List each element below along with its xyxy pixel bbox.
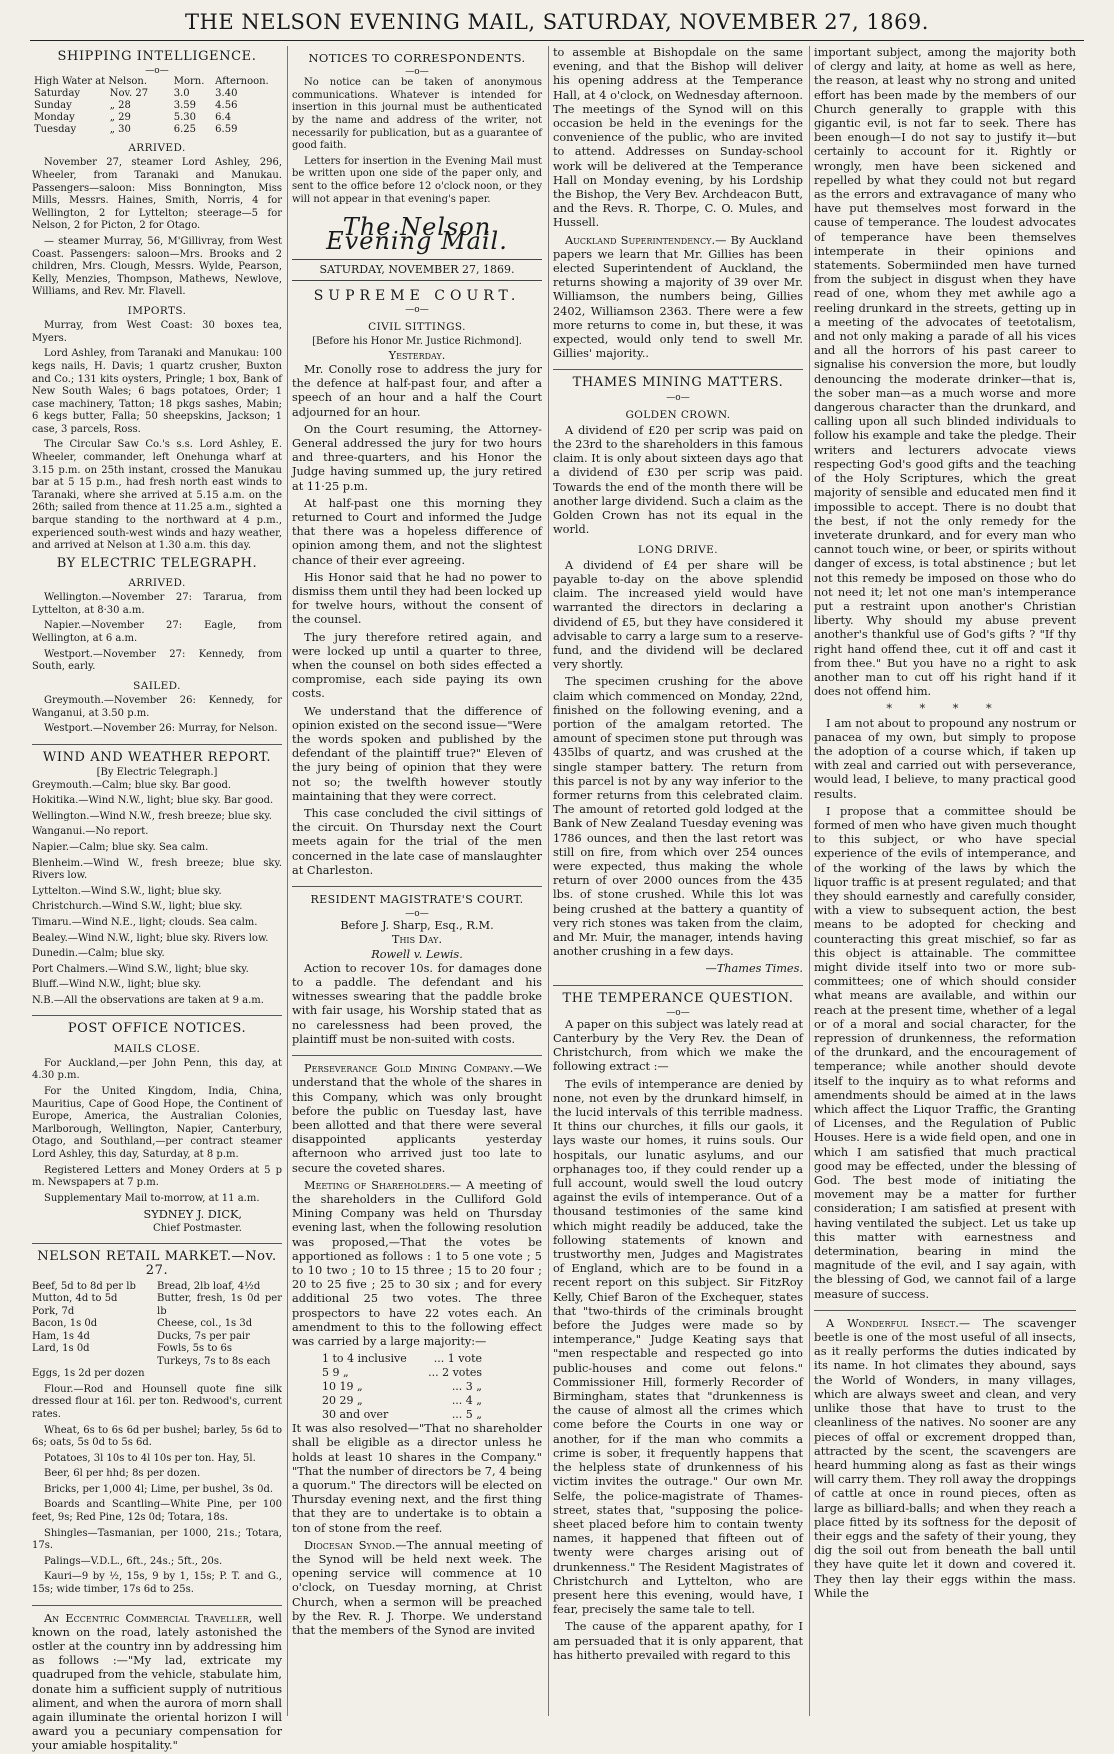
tide-cell: 3.40: [215, 88, 238, 100]
vote-range: 10 19 „: [322, 1380, 363, 1394]
divider: —o—: [405, 909, 429, 920]
golden-crown-head: GOLDEN CROWN.: [625, 408, 731, 421]
tide-row: [32, 88, 282, 100]
synod-text: —The annual meeting of the Synod will be held next week. The opening service will commence at 10 o'clock, on Tuesday morning, at Christ Church, when a sermon will be preached by the Rev. R. J. Thorpe. We understand that the members of the Synod are invited: [292, 1538, 542, 1637]
market-item: Turkeys, 7s to 8s each: [157, 1355, 271, 1367]
shareholders-article: [292, 1179, 542, 1349]
notice-para: Letters for insertion in the Evening Mail must be written upon one side of the paper only, and sent to the office before 12 o'clock noon, or they will not appear in that evening's paper.: [292, 155, 542, 205]
market-title: NELSON RETAIL MARKET.—Nov. 27.: [37, 1249, 277, 1279]
weather-line: Greymouth.—Calm; blue sky. Bar good.: [32, 779, 232, 791]
perseverance-lead: Perseverance Gold Mining Company.: [304, 1062, 514, 1076]
eccentric-article: [32, 1612, 282, 1754]
supreme-judge: [Before his Honor Mr. Justice Richmond].: [312, 336, 522, 348]
magistrate-judge: Before J. Sharp, Esq., R.M.: [340, 919, 494, 933]
section-rule: [32, 1605, 282, 1606]
column-4: [814, 46, 1076, 1716]
tide-cell: 3.59: [173, 100, 197, 112]
tide-cell: Sunday: [34, 100, 72, 112]
vote-row: [322, 1380, 482, 1394]
imports-head: IMPORTS.: [127, 304, 187, 317]
long-drive-text: The specimen crushing for the above claim which commenced on Monday, 22nd, finished on the following evening, and a portion of the amalgam retorted. The amount of specimen stone put through was 435lbs of quartz, and was crushed at the single stamper battery. The return from this parcel is not by any way inferior to the former returns from this celebrated claim. The amount of retorted gold lodged at the Bank of New Zealand Tuesday evening was 1786 ounces, and then the last retort was still on fire, from which over 254 ounces were expected, thus making the whole return of over 2000 ounces from the 435 lbs. of stone crushed. While this lot was being crushed at the battery a quantity of very rich stones was taken from the claim, and Mr. Muir, the manager, intends having another crushing in a few days.: [553, 675, 803, 959]
supreme-para: Mr. Conolly rose to address the jury for the defence at half-past four, and after a speech of an hour and a half the Court adjourned for an hour.: [292, 362, 542, 419]
market-item: Cheese, col., 1s 3d: [157, 1318, 253, 1330]
market-line: Bricks, per 1,000 4l; Lime, per bushel, 3s 0d.: [44, 1483, 274, 1495]
market-item: Butter, fresh, 1s 0d per lb: [157, 1293, 282, 1317]
insect-article: [814, 1317, 1076, 1601]
column-1: [32, 46, 283, 1753]
column-rule: [548, 46, 549, 1716]
market-item: Pork, 7d: [32, 1305, 75, 1317]
supreme-para: At half-past one this morning they returned to Court and informed the Judge that there was a hopeless difference of opinion among them, and not the slightest chance of their ever agreeing.: [292, 496, 542, 567]
tide-head-cell: Afternoon.: [215, 76, 269, 88]
section-rule: [32, 1015, 282, 1016]
weather-line: Blenheim.—Wind W., fresh breeze; blue sky. Rivers low.: [32, 857, 282, 882]
telegraph-sailed-head: SAILED.: [133, 679, 181, 692]
temperance-para: A paper on this subject was lately read at Canterbury by the Very Rev. the Dean of Christchurch, from which we make the following extract :—: [553, 1017, 803, 1074]
column-3: [553, 46, 803, 1716]
market-item: Mutton, 4d to 5d: [32, 1293, 118, 1305]
eccentric-text: well known on the road, lately astonished the ostler at the country inn by addressing him as follows :—"My lad, extricate my quadruped from the vehicle, stabulate him, donate him a sufficient supply of nutritious aliment, and when the aurora of morn shall again illuminate the oriental horizon I will award you a pecuniary compensation for your amiable hospitality.": [32, 1611, 283, 1753]
telegraph-arrived-head: ARRIVED.: [128, 577, 186, 590]
section-rule: [553, 985, 803, 986]
weather-line: Hokitika.—Wind N.W., light; blue sky. Bar good.: [32, 795, 274, 807]
tide-cell: 6.25: [173, 124, 197, 136]
telegraph-entry: Westport.—November 26: Murray, for Nelson.: [44, 723, 278, 735]
tide-cell: 6.4: [215, 112, 232, 124]
magistrate-case: Rowell v. Lewis.: [371, 947, 463, 961]
tide-head-cell: Morn.: [173, 76, 205, 88]
tide-cell: „ 30: [109, 124, 131, 136]
supreme-para: On the Court resuming, the Attorney-General addressed the jury for two hours and three-quarters, and his Honor the Judge having summed up, the jury retired at 11·25 p.m.: [292, 422, 542, 493]
market-item: Fowls, 5s to 6s: [157, 1343, 233, 1355]
post-line: Supplementary Mail to-morrow, at 11 a.m.: [44, 1192, 260, 1204]
market-line: Potatoes, 3l 10s to 4l 10s per ton. Hay, 5l.: [44, 1452, 256, 1464]
section-rule: [32, 1243, 282, 1244]
telegraph-entry: Wellington.—November 27: Tararua, from Lyttelton, at 8·30 a.m.: [32, 592, 282, 616]
weather-line: Lyttelton.—Wind S.W., light; blue sky.: [32, 885, 222, 897]
section-rule: [32, 744, 282, 745]
post-sub: MAILS CLOSE.: [113, 1042, 201, 1055]
eccentric-lead: An Eccentric Commercial Traveller,: [44, 1611, 253, 1625]
shareholders-text: — A meeting of the shareholders in the Culliford Gold Mining Company was held on Thursday evening last, when the following resolution was proposed,—That the votes be apportioned as follows : 1 to 5 one vote ; 5 to 10 two ; 10 to 15 three ; 15 to 20 four ; 20 to 25 five ; 25 to 30 six ; and for every additional 25 two votes. The three prospectors to have 22 votes each. An amendment to this to the following effect was carried by a large majority:—: [292, 1178, 542, 1348]
synod-article: [292, 1539, 542, 1638]
weather-line: Wanganui.—No report.: [32, 826, 149, 838]
weather-sub: [By Electric Telegraph.]: [96, 766, 218, 778]
weather-line: N.B.—All the observations are taken at 9 a.m.: [32, 994, 264, 1006]
vote-count: ... 2 votes: [428, 1366, 482, 1380]
thames-source: —Thames Times.: [705, 962, 803, 976]
divider: —o—: [666, 1007, 690, 1018]
weather-line: Napier.—Calm; blue sky. Sea calm.: [32, 841, 209, 853]
telegraph-entry: Westport.—November 27: Kennedy, from South, early.: [32, 648, 282, 673]
long-drive-text: A dividend of £4 per share will be payable to-day on the above splendid claim. The increased yield would have warranted the directors in declaring a dividend of £5, but they have considered it advisable to carry a large sum to a reserve-fund, and the dividend will be declared very shortly.: [553, 558, 803, 672]
magistrate-title: RESIDENT MAGISTRATE'S COURT.: [310, 893, 524, 907]
tide-cell: „ 28: [109, 100, 131, 112]
supreme-para: We understand that the difference of opinion existed on the second issue—"Were the words spoken and published by the defendant of the plaintiff true?" Eleven of the jury being of opinion that they were not so; the twelfth however stoutly maintaining that they were correct.: [292, 704, 542, 803]
auckland-article: [553, 234, 803, 362]
synod-lead: Diocesan Synod.: [304, 1538, 396, 1552]
tide-cell: 6.59: [215, 124, 238, 136]
divider: —o—: [405, 67, 429, 78]
vote-row: [322, 1352, 482, 1366]
post-line: Registered Letters and Money Orders at 5 p m. Newspapers at 7 p.m.: [32, 1164, 282, 1189]
flag-date: SATURDAY, NOVEMBER 27, 1869.: [292, 259, 542, 281]
weather-line: Christchurch.—Wind S.W., light; blue sky.: [32, 901, 243, 913]
golden-crown-text: A dividend of £20 per scrip was paid on the 23rd to the shareholders in this famous claim. It is only about sixteen days ago that a dividend of £30 per scrip was paid. Towards the end of the month there will be another large dividend. Such a claim as the Golden Crown has not its equal in the world.: [553, 423, 803, 537]
auckland-lead: Auckland Superintendency.: [565, 233, 716, 247]
divider: —o—: [145, 66, 169, 77]
weather-line: Port Chalmers.—Wind S.W., light; blue sky.: [32, 963, 249, 975]
temperance-para: I am not about to propound any nostrum or panacea of my own, but simply to propose the adoption of a course which, if taken up with zeal and carried out with perseverance, would lead, I believe, to many practical good results.: [814, 716, 1076, 801]
column-rule: [287, 46, 288, 1716]
vote-range: 5 9 „: [322, 1366, 349, 1380]
tide-cell: 5.30: [173, 112, 197, 124]
vote-range: 1 to 4 inclusive: [322, 1352, 407, 1366]
tide-cell: Monday: [34, 112, 75, 124]
supreme-para: The jury therefore retired again, and were locked up until a quarter to three, when the counsel on both sides effected a compromise, each side paying its own costs.: [292, 630, 542, 701]
tide-cell: Nov. 27: [109, 88, 149, 100]
weather-line: Timaru.—Wind N.E., light; clouds. Sea calm.: [32, 916, 258, 928]
tide-cell: Saturday: [34, 88, 81, 100]
shareholders-after: It was also resolved—"That no shareholder shall be eligible as a director unless he holds at least 10 shares in the Company." "That the number of directors be 7, 4 being a quorum." The directors will be elected on Thursday evening next, and the first thing that they are to undertake is to obtain a ton of stone from the reef.: [292, 1422, 542, 1535]
perseverance-text: —We understand that the whole of the shares in this Company, which was only brought before the public on Tuesday last, have been allotted and that there were several disappointed applicants yesterday afternoon who arrived just too late to secure the coveted shares.: [292, 1062, 542, 1175]
post-line: For the United Kingdom, India, China, Mauritius, Cape of Good Hope, the Continent of Europe, America, the Australian Colonies, Marlborough, Wellington, Napier, Canterbury, Otago, and Southland,—per contract steamer Lord Ashley, this day, Saturday, at 8 p.m.: [32, 1086, 282, 1161]
market-item: Ham, 1s 4d: [32, 1330, 90, 1342]
vote-count: ... 5 „: [451, 1408, 482, 1422]
market-item: Ducks, 7s per pair: [157, 1330, 250, 1342]
top-rule: [30, 40, 1084, 41]
weather-line: Bealey.—Wind N.W., light; blue sky. Rivers low.: [32, 932, 269, 944]
market-item: Lard, 1s 0d: [32, 1343, 90, 1355]
section-rule: [292, 1055, 542, 1056]
vote-range: 20 29 „: [322, 1394, 363, 1408]
post-title: POST OFFICE NOTICES.: [67, 1021, 247, 1037]
market-line: Eggs, 1s 2d per dozen: [32, 1368, 145, 1380]
weather-line: Dunedin.—Calm; blue sky.: [32, 948, 165, 960]
notices-title: NOTICES TO CORRESPONDENTS.: [308, 51, 526, 65]
temperance-para: The cause of the apparent apathy, for I am persuaded that it is only apparent, that has hitherto prevailed with regard to this: [553, 1620, 803, 1662]
market-grid: [32, 1281, 282, 1369]
arrived-head: ARRIVED.: [128, 142, 186, 155]
market-line: Kauri—9 by ½, 15s, 9 by 1, 15s; P. T. and G., 15s; wide timber, 17s 6d to 25s.: [32, 1571, 282, 1596]
column-rule: [809, 46, 810, 1716]
temperance-para: I propose that a committee should be formed of men who have given much thought to this subject, or who have special experience of the evils of intemperance, and of the working of the laws by which the liquor traffic is at present regulated; and that they should earnestly and carefully consider, with a view to subsequent action, the best means to be adopted for checking and counteracting this great mischief, so far as this object is attainable. The committee might divide itself into two or more sub-committees; one of which should consider what means are available, and within our reach at the present time, whether of a legal or of a moral and social character, for the repression of drunkenness, the reformation of the drunkard, and the encouragement of temperance; while another should devote itself to the inquiry as to what reforms and amendments should be aimed at in the laws which affect the Liquor Traffic, the Granting of Licenses, and the Regulation of Public Houses. Here is a wide field open, and one in which I am satisfied that much practical good may be effected, under the blessing of God. The best mode of initiating the movement may be a matter for further consideration; I am satisfied at present with having ventilated the subject. Let us take up this matter with earnestness and determination, bearing in mind the magnitude of the evil, and I say again, with the blessing of God, we cannot fail of a large measure of success.: [814, 804, 1076, 1301]
divider: —o—: [666, 392, 690, 403]
arrival-entry: — steamer Murray, 56, M'Gillivray, from West Coast. Passengers: saloon—Mrs. Brooks and 2 children, Mrs. Clough, Messrs. Wylde, Pearson, Kelly, Menzies, Thompson, Mathews, Newlove, Williams, and Rev. Mr. Flavell.: [32, 235, 282, 298]
masthead: THE NELSON EVENING MAIL, SATURDAY, NOVEMBER 27, 1869.: [185, 10, 929, 34]
market-line: Palings—V.D.L., 6ft., 24s.; 5ft., 20s.: [44, 1555, 223, 1567]
tide-row: [32, 100, 282, 112]
magistrate-day: This Day.: [391, 933, 443, 947]
votes-table: [322, 1352, 542, 1422]
tide-header: [32, 76, 282, 88]
arrival-entry: November 27, steamer Lord Ashley, 296, Wheeler, from Taranaki and Manukau. Passengers—saloon: Miss Bonnington, Miss Mills, Messrs. Haines, Smith, Norris, 4 for Wellington, 2 for Lyttelton; steerage—5 for Nelson, 2 for Picton, 2 for Otago.: [32, 157, 282, 232]
market-line: Shingles—Tasmanian, per 1000, 21s.; Totara, 17s.: [32, 1527, 282, 1552]
temperance-title: THE TEMPERANCE QUESTION.: [562, 990, 794, 1006]
supreme-day: Yesterday.: [388, 348, 446, 362]
post-signature-title: Chief Postmaster.: [153, 1222, 242, 1234]
market-line: Flour.—Rod and Hounsell quote fine silk dressed flour at 16l. per ton. Redwood's, current rates.: [32, 1383, 282, 1420]
divider: —o—: [405, 304, 429, 315]
flag-title: The Nelson Evening Mail.: [326, 213, 508, 256]
supreme-para: This case concluded the civil sittings of the circuit. On Thursday next the Court meets again for the trial of the men concerned in the late case of manslaughter at Charleston.: [292, 807, 542, 877]
insect-text: — The scavenger beetle is one of the most useful of all insects, as it really performs the duties indicated by its name. In hot climates they abound, says the World of Wonders, in many villages, which are always sweet and clean, and very unlike those that have to trust to the cleanliness of the natives. No sooner are any pieces of offal or excrement dropped than, attracted by the scent, the scavengers are heard humming along as fast as their wings will carry them. They roll away the droppings of cattle at once in round pieces, often as large as billiard-balls; and when they reach a place fitted by its softness for the deposit of their eggs and the safety of their young, they dig the soil out from beneath the ball until they have quite let it down and covered it. They then lay their eggs within the mass. While the: [814, 1316, 1076, 1600]
telegraph-entry: Napier.—November 27: Eagle, from Wellington, at 6 a.m.: [32, 620, 282, 645]
market-item: Bacon, 1s 0d: [32, 1318, 98, 1330]
tide-cell: 4.56: [215, 100, 238, 112]
shareholders-lead: Meeting of Shareholders.: [304, 1178, 450, 1192]
market-right: [157, 1281, 282, 1369]
section-rule: [553, 369, 803, 370]
post-line: For Auckland,—per John Penn, this day, at 4.30 p.m.: [32, 1057, 282, 1082]
synod-continued: to assemble at Bishopdale on the same evening, and that the Bishop will deliver his opening address at the Temperance Hall, at 4 o'clock, on Wednesday afternoon. The meetings of the Synod will on this occasion be held in the evenings for the convenience of the public, who are invited to attend. Addresses on Sunday-school work will be delivered at the Temperance Hall on Monday evening, by his Lordship the Bishop, the Very Bev. Archdeacon Butt, and the Revs. R. Thorpe, C. O. Mules, and Hussell.: [553, 46, 803, 230]
temperance-continued: important subject, among the majority both of clergy and laity, at home as well as here, the reason, at least why no strong and united effort has been made by the members of our Church generally to grapple with this gigantic evil, is not far to seek. There has been enough—I do not say to justify it—but certainly to account for it. Rightly or wrongly, men have been sickened and repelled by what they could not but regard as the errors and extravagance of many who have put themselves most forward in the cause of temperance. The loudest advocates of temperance have been themselves intemperate in their opinions and statements. Sobermiinded men have turned from the subject in disgust when they have read of one, whom they met awhile ago a reeling drunkard in the streets, getting up in a meeting of the advocates of teetotalism, and not only making a parade of all his vices and all the horrors of his past career to signalise his conversion the more, but loudly denouncing the moderate drinker—that is, the sober man—as a much worse and more dangerous character than the drunkard, and calling upon all such blinded individuals to follow his example and take the pledge. Their writers and lecturers advocate views respecting God's good gifts and the teaching of the Holy Scriptures, which the great majority of sensible and educated men find it impossible to accept. There is no doubt that the best, if not the only remedy for the inveterate drunkard, and for every man who cannot touch wine, or beer, or spirits without danger of excess, is total abstinence ; but let not this remedy be imposed on those who do not need it; let not one man's intemperance put a restraint upon another's Christian liberty. Why should my abuse prevent another's thankful use of God's gifts ? "If thy right hand offend thee, cut it off and cast it from thee." But you have no a right to ask another man to cut off his right hand if it does not offend him.: [814, 46, 1076, 699]
section-rule: [292, 886, 542, 887]
import-entry: Lord Ashley, from Taranaki and Manukau: 100 kegs nails, H. Davis; 1 quartz crusher, Buxton and Co.; 131 kits oysters, Pringle; 1 box, Bank of New South Wales; 6 bags potatoes, Order; 1 case machinery, Tatton; 18 pkgs sashes, Mabin; 6 kegs butter, Falla; 50 sheepskins, Jackson; 1 case, 3 parcels, Ross.: [32, 348, 282, 435]
weather-line: Wellington.—Wind N.W., fresh breeze; blue sky.: [32, 810, 272, 822]
asterisks: * * * *: [886, 702, 1004, 716]
column-2: [292, 46, 542, 1716]
supreme-title: SUPREME COURT.: [313, 287, 521, 304]
temperance-para: The evils of intemperance are denied by none, not even by the drunkard himself, in the lucid intervals of this terrible madness. It thins our churches, it fills our gaols, it lays waste our homes, it ruins souls. Our hospitals, our lunatic asylums, and our orphanages too, if they could render up a full account, would swell the loud outcry against the evils of intemperance. Out of a thousand testimonies of the same kind which might readily be adduced, take the following statements of known and trustworthy men, Judges and Magistrates of England, which are to be found in a recent report on this subject. Sir FitzRoy Kelly, Chief Baron of the Exchequer, states that "two-thirds of the criminals brought before the Judges were made so by intemperance," Judge Keating says that "men respectable and respected go into public-houses and come out felons." Commissioner Hill, formerly Recorder of Birmingham, states that "drunkenness is the cause of almost all the crimes which come before the Courts in one way or another, for if the man who commits a crime is sober, it frequently happens that the helpless state of drunkenness of his victim invites the outrage." Our own Mr. Selfe, the police-magistrate of Thames-street, states that, "supposing the police-sheet placed before him to contain twenty names, it happened that fifteen out of twenty were charges arising out of drunkenness." The Resident Magistrates of Christchurch and Lyttelton, who are present here this evening, would have, I fear, precisely the same tale to tell.: [553, 1077, 803, 1617]
tide-table: [32, 76, 282, 136]
weather-line: Bluff.—Wind N.W., light; blue sky.: [32, 979, 202, 991]
telegraph-entry: Greymouth.—November 26: Kennedy, for Wanganui, at 3.50 p.m.: [32, 695, 282, 719]
supreme-sub: CIVIL SITTINGS.: [368, 320, 466, 333]
tide-row: [32, 124, 282, 136]
weather-title: WIND AND WEATHER REPORT.: [42, 749, 272, 765]
market-left: [32, 1281, 157, 1369]
vote-range: 30 and over: [322, 1408, 389, 1422]
market-line: Wheat, 6s to 6s 6d per bushel; barley, 5s 6d to 6s; oats, 5s 0d to 5s 6d.: [32, 1424, 282, 1449]
vote-count: ... 1 vote: [433, 1352, 482, 1366]
thames-title: THAMES MINING MATTERS.: [572, 375, 784, 391]
notice-para: No notice can be taken of anonymous communications. Whatever is intended for insertion in this journal must be authenticated by the name and address of the writer, not necessarily for publication, but as a guarantee of good faith.: [292, 77, 542, 152]
tide-cell: Tuesday: [34, 124, 77, 136]
market-item: Beef, 5d to 8d per lb: [32, 1280, 136, 1292]
auckland-text: — By Auckland papers we learn that Mr. Gillies has been elected Superintendent of Auckland, the returns showing a majority of 39 over Mr. Williamson, the numbers being, Gillies 2402, Williamson 2363. There were a few more returns to come in, but these, it was expected, would only tend to swell Mr. Gillies' majority..: [553, 233, 803, 361]
long-drive-head: LONG DRIVE.: [638, 543, 718, 556]
telegraph-title: BY ELECTRIC TELEGRAPH.: [56, 555, 258, 571]
shipping-report: The Circular Saw Co.'s s.s. Lord Ashley, E. Wheeler, commander, left Onehunga wharf at 3.15 p.m. on 25th instant, crossed the Manukau bar at 5 15 p.m., had fresh north east winds to Taranaki, where she arrived at 5.15 a.m. on the 26th; sailed from thence at 11.25 a.m., sighted a barque standing to the northward at 4 p.m., experienced south-west winds and hazy weather, and arrived at Nelson at 1.30 a.m. this day.: [32, 439, 282, 552]
tide-row: [32, 112, 282, 124]
tide-cell: 3.0: [173, 88, 190, 100]
tide-head-cell: High Water at Nelson.: [34, 76, 148, 88]
insect-lead: A Wonderful Insect.: [826, 1316, 959, 1330]
shipping-title: SHIPPING INTELLIGENCE.: [57, 49, 257, 64]
perseverance-article: [292, 1062, 542, 1176]
market-line: Boards and Scantling—White Pine, per 100 feet, 9s; Red Pine, 12s 0d; Totara, 18s.: [32, 1499, 282, 1524]
section-rule: [814, 1310, 1076, 1311]
import-entry: Murray, from West Coast: 30 boxes tea, Myers.: [32, 320, 282, 344]
tide-cell: „ 29: [109, 112, 131, 124]
magistrate-text: Action to recover 10s. for damages done to a paddle. The defendant and his witnesses swearing that the paddle broke with fair usage, his Worship stated that as no carelessness had been proved, the plaintiff must be non-suited with costs.: [292, 961, 542, 1046]
supreme-para: His Honor said that he had no power to dismiss them until they had been locked up for twelve hours, without the consent of the counsel.: [292, 570, 542, 627]
vote-count: ... 4 „: [451, 1394, 482, 1408]
vote-count: ... 3 „: [451, 1380, 482, 1394]
post-signature: SYDNEY J. DICK,: [143, 1208, 242, 1222]
market-item: Bread, 2lb loaf, 4½d: [157, 1280, 261, 1292]
market-line: Beer, 6l per hhd; 8s per dozen.: [44, 1468, 201, 1480]
vote-row: [322, 1366, 482, 1380]
vote-row: [322, 1394, 482, 1408]
vote-row: [322, 1408, 482, 1422]
